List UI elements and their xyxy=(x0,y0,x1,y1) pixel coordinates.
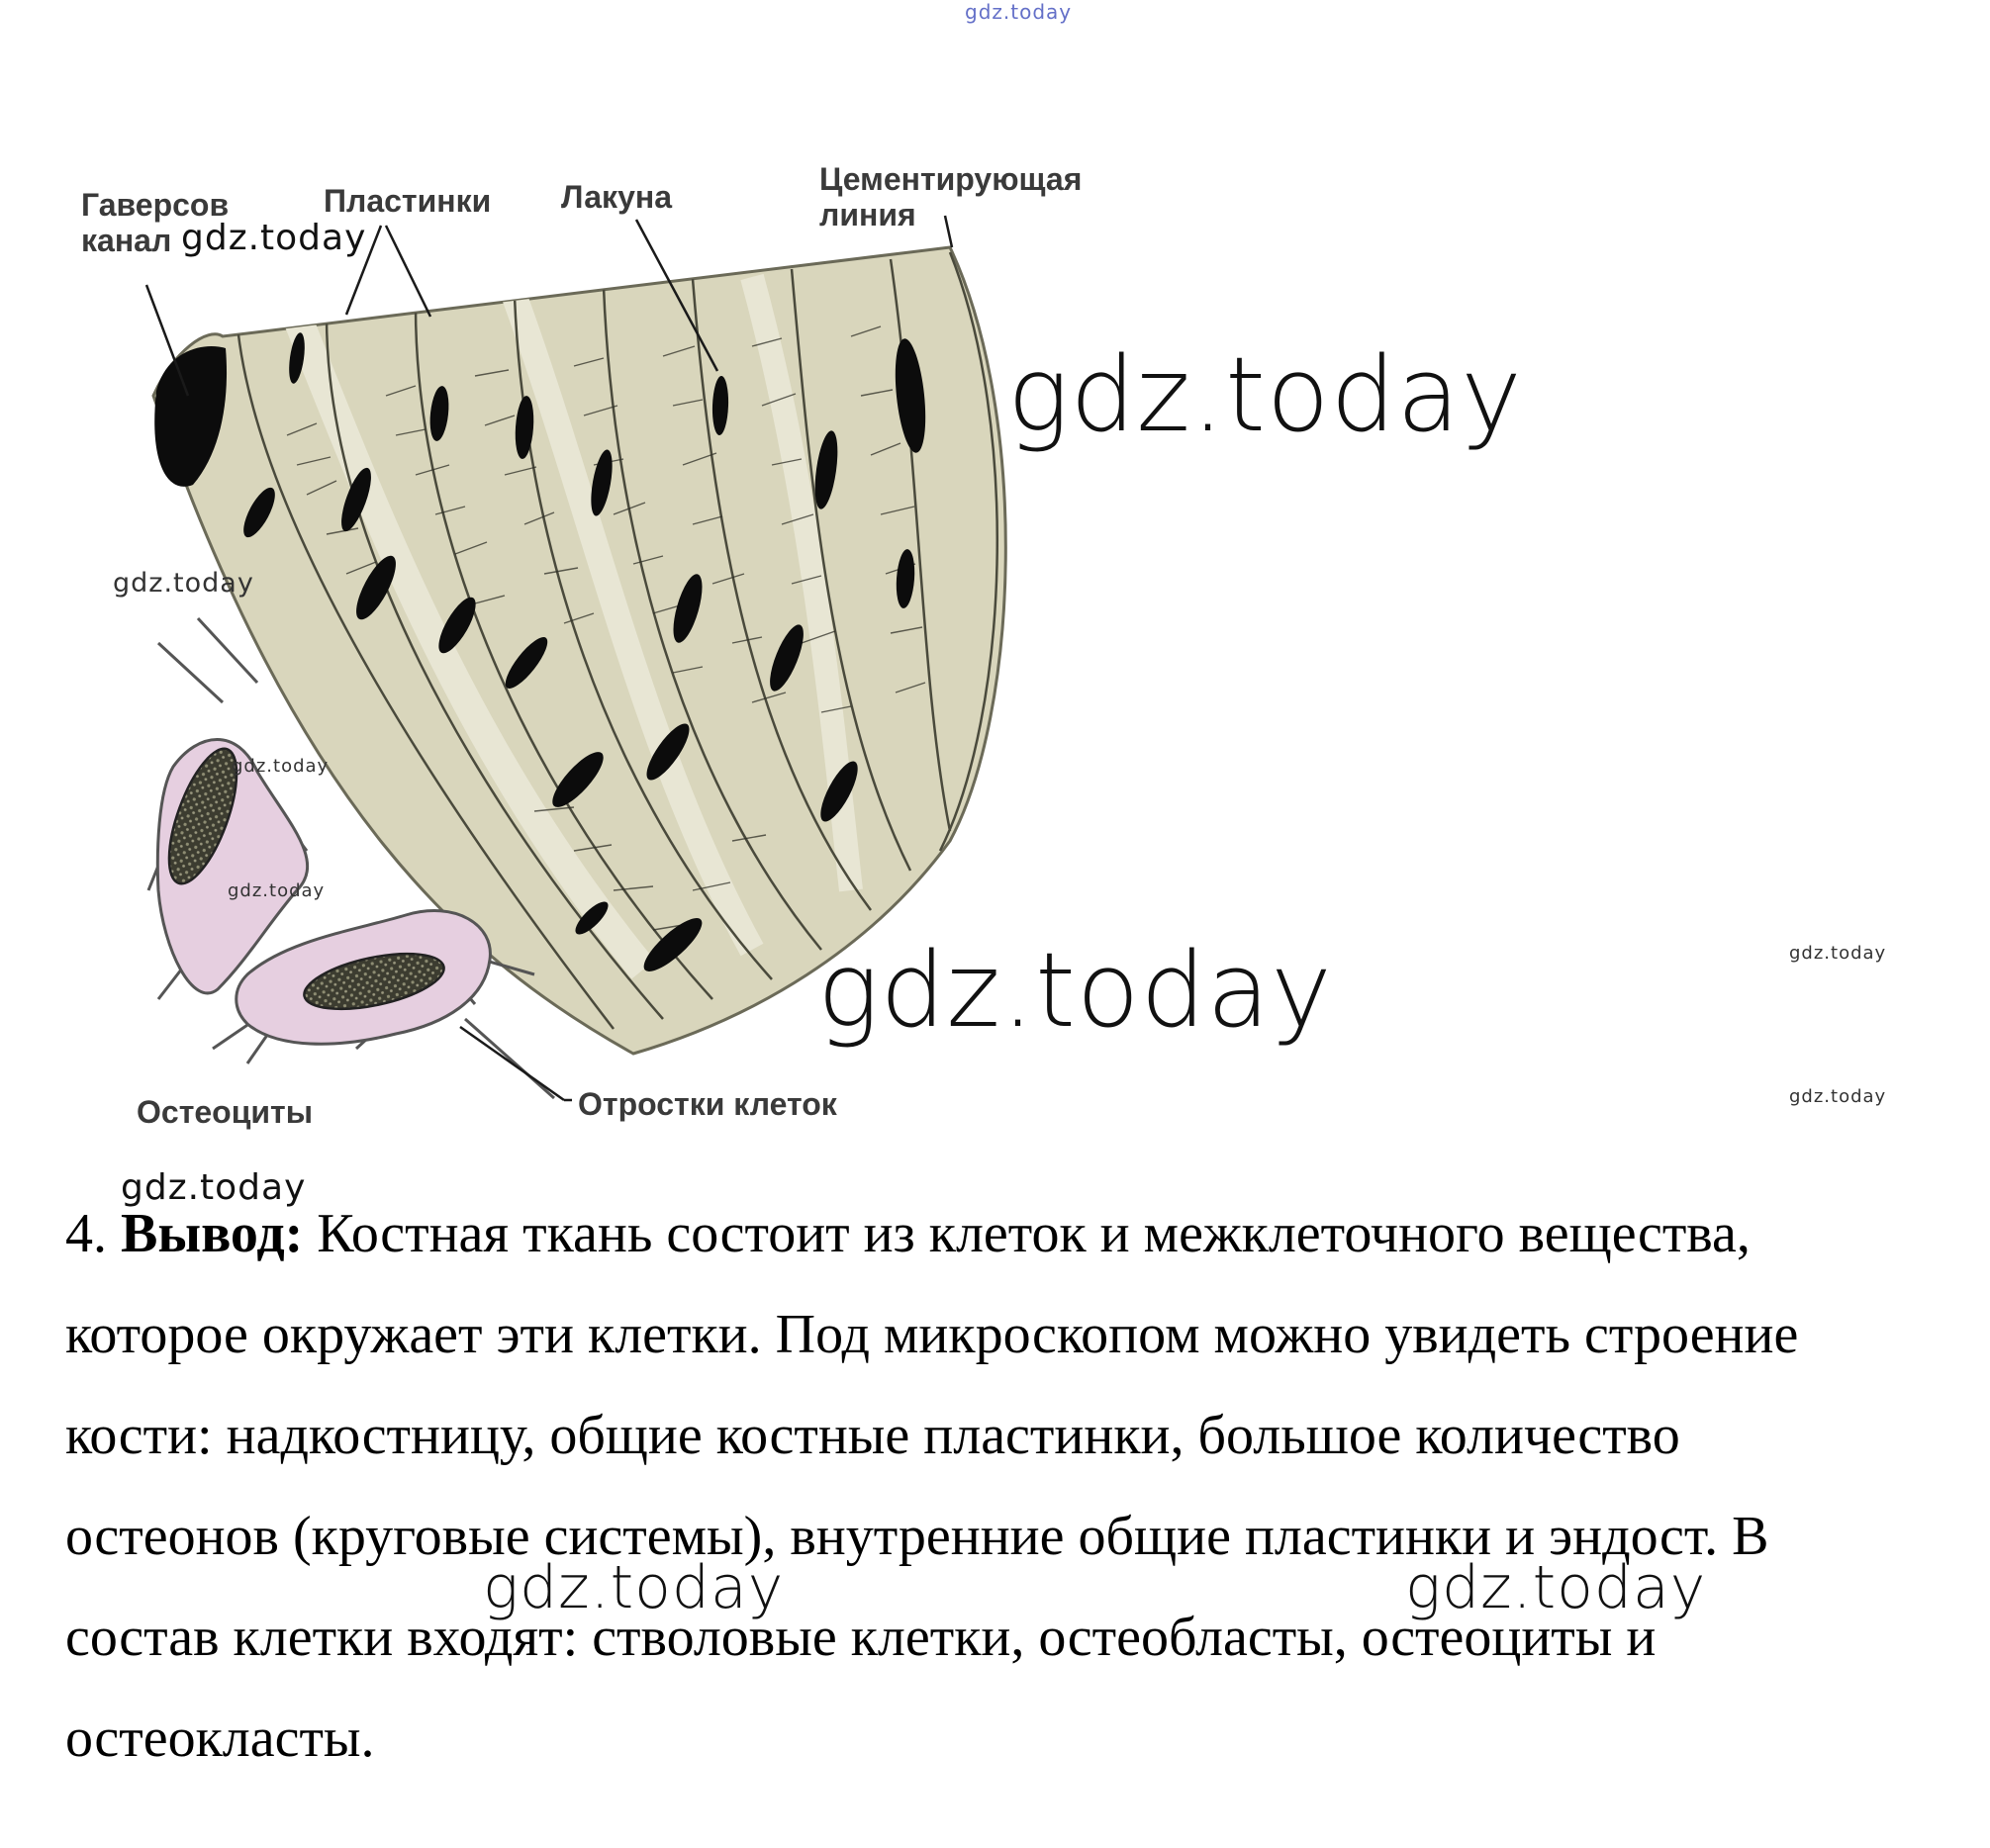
watermark-right-lower: gdz.today xyxy=(1789,1086,1887,1107)
conclusion-paragraph xyxy=(65,1183,1965,1789)
watermark-large-upper: gdz.today xyxy=(1007,334,1523,455)
watermark-cell-lower: gdz.today xyxy=(228,880,326,901)
label-lamellae: Пластинки xyxy=(324,183,492,219)
conclusion-line: кости: надкостницу, общие костные пластинки, большое количество xyxy=(65,1405,1680,1466)
label-osteocytes: Остеоциты xyxy=(137,1094,314,1130)
watermark-right-upper: gdz.today xyxy=(1789,943,1887,964)
watermark-text-mid-left: gdz.today xyxy=(483,1553,785,1622)
watermark-large-lower: gdz.today xyxy=(817,930,1333,1051)
label-cement-line-line2: линия xyxy=(819,197,916,232)
conclusion-line xyxy=(65,1183,1965,1284)
conclusion-line: остеокласты. xyxy=(65,1708,375,1769)
watermark-left-small: gdz.today xyxy=(113,568,254,599)
conclusion-number: 4. xyxy=(65,1203,107,1264)
label-haversian-canal: Гаверсов xyxy=(81,187,230,223)
watermark-text-mid-right: gdz.today xyxy=(1405,1553,1707,1622)
conclusion-line: остеонов (круговые системы), внутренние общие пластинки и эндост. В xyxy=(65,1506,1769,1567)
label-cell-processes: Отростки клеток xyxy=(578,1086,837,1122)
watermark-cell-upper: gdz.today xyxy=(232,756,330,777)
conclusion-heading: Вывод: xyxy=(121,1203,304,1264)
watermark-top: gdz.today xyxy=(965,0,1073,24)
label-cement-line: Цементирующая xyxy=(819,161,1083,197)
label-lacuna: Лакуна xyxy=(561,179,672,215)
conclusion-line-text: Костная ткань состоит из клеток и межклеточного вещества, xyxy=(317,1203,1751,1264)
watermark-label-inline: gdz.today xyxy=(181,218,367,258)
conclusion-line: которое окружает эти клетки. Под микроскопом можно увидеть строение xyxy=(65,1304,1799,1365)
label-haversian-canal-line2: канал xyxy=(81,223,172,258)
conclusion-line: состав клетки входят: стволовые клетки, остеобласты, остеоциты и xyxy=(65,1607,1657,1668)
watermark-above-text: gdz.today xyxy=(121,1167,307,1208)
